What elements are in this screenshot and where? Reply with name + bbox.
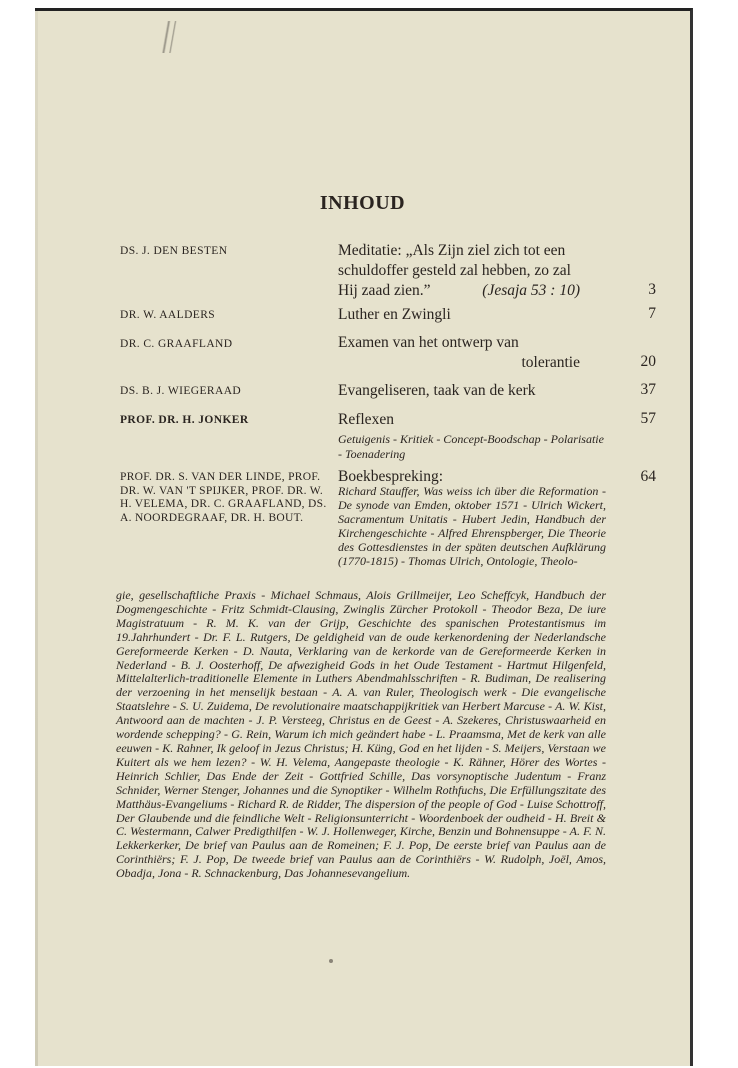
page-number: 7: [648, 305, 656, 322]
document-page: [35, 8, 693, 1066]
review-heading: Boekbespreking:: [338, 468, 444, 485]
page-edge: [35, 11, 38, 1066]
entry-author: DR. W. AALDERS: [120, 309, 216, 321]
scan-mark: [153, 21, 183, 53]
entry-title-line: schuldoffer gesteld zal hebben, zo zal: [338, 262, 571, 279]
entry-subtitle: Getuigenis - Kritiek - Concept-Boodschap - Polarisatie - Toenadering: [338, 432, 604, 461]
entry-title-line: Meditatie: „Als Zijn ziel zich tot een: [338, 242, 566, 259]
page-number: 57: [640, 410, 656, 427]
page-title: INHOUD: [319, 192, 406, 214]
entry-title-line: tolerantie: [521, 354, 580, 371]
entry-title: [338, 410, 608, 462]
entry-title-line: Examen van het ontwerp van: [338, 334, 519, 351]
scripture-reference: (Jesaja 53 : 10): [482, 282, 580, 299]
entry-author: DS. J. DEN BESTEN: [120, 245, 228, 257]
review-authors: PROF. DR. S. VAN DER LINDE, PROF. DR. W. VAN 'T SPIJKER, PROF. DR. W. H. VELEMA, DR. C. GRAAFLAND, DS. A. NOORDEGRAAF, DR. H. BOUT.: [120, 471, 327, 524]
entry-author: DS. B. J. WIEGERAAD: [120, 385, 242, 397]
page-number: 3: [648, 281, 656, 298]
entry-title-line: Hij zaad zien.” (Jesaja 53 : 10): [338, 282, 580, 299]
page-number: 37: [640, 381, 656, 398]
entry-author: DR. C. GRAAFLAND: [120, 338, 233, 350]
entry-title-line: Reflexen: [338, 411, 394, 428]
ink-speck: [329, 959, 333, 963]
entry-title: [338, 333, 580, 373]
entry-author: PROF. DR. H. JONKER: [120, 414, 249, 426]
entry-title: Luther en Zwingli: [338, 306, 451, 323]
review-list-narrow: Richard Stauffer, Was weiss ich über die Reformation - De synode van Emden, oktober 1571 - Ulrich Wickert, Sacramentum Unitatis - Hubert Jedin, Handbuch der Kirchengeschichte - Alfred Ehrenspberger, Die Theorie des Gottesdienstes in der späten deutschen Aufklärung (1770-1815) - Thomas Ulrich, Ontologie, Theolo-: [338, 484, 606, 568]
page-number: 64: [640, 468, 656, 485]
entry-title: Evangeliseren, taak van de kerk: [338, 382, 536, 399]
page-number: 20: [640, 353, 656, 370]
review-list-wide: gie, gesellschaftliche Praxis - Michael Schmaus, Alois Grillmeijer, Leo Scheffcyk, Handbuch der Dogmengeschichte - Fritz Schmidt-Clausing, Zwinglis Zürcher Protokoll - Theodor Beza, De iure Magistratuum - R. M. K. van der Grijp, Geschichte des spanischen Protestantismus im 19.Jahrhundert - Dr. F. L. Rutgers, De geldigheid van de oude kerkenordening der Nederlandsche Gereformeerde Kerken - D. Nauta, Verklaring van de kerkorde van de Gereformeerde Kerken in Nederland - B. J. Oosterhoff, De afwezigheid Gods in het Oude Testament - Hartmut Hilgenfeld, Mittelalterlich-traditionelle Elemente in Luthers Abendmahlsschriften - R. Budiman, De realisering der verzoening in het menselijk bestaan - A. A. van Ruler, Theologisch werk - Die evangelische Staatslehre - S. U. Zuidema, De revolutionaire maatschappijkritiek van Herbert Marcuse - A. W. Kist, Antwoord aan de machten - J. P. Versteeg, Christus en de Geest - A. Szekeres, Christuswaarheid en wordende schepping? - G. Rein, Warum ich mich geändert habe - L. Praamsma, Met de kerk van alle eeuwen - K. Rahner, Ik geloof in Jezus Christus; H. Küng, God en het lijden - S. Meijers, Verstaan we Kuitert als we hem lezen? - W. H. Velema, Aangepaste theologie - K. Rähner, Hörer des Wortes - Heinrich Schlier, Das Ende der Zeit - Gottfried Schille, Das vorsynoptische Judentum - Franz Schnider, Werner Stenger, Johannes und die Synoptiker - Wilhelm Rothfuchs, Die Erfüllungszitate des Matthäus-Evangeliums - Richard R. de Ridder, The dispersion of the people of God - Luise Schottroff, Der Glaubende und die feindliche Welt - Religionsunterricht - Woordenboek der oudheid - H. Breit & C. Westermann, Calwer Predigthilfen - W. J. Hollenweger, Kirche, Benzin und Bohnensuppe - A. F. N. Lekkerkerker, De brief van Paulus aan de Romeinen; F. J. Pop, De eerste brief van Paulus aan de Corinthiërs; F. J. Pop, De tweede brief van Paulus aan de Corinthiërs - W. Rudolph, Joël, Amos, Obadja, Jona - R. Schnackenburg, Das Johannesevangelium.: [116, 588, 606, 881]
entry-title: [338, 241, 580, 301]
